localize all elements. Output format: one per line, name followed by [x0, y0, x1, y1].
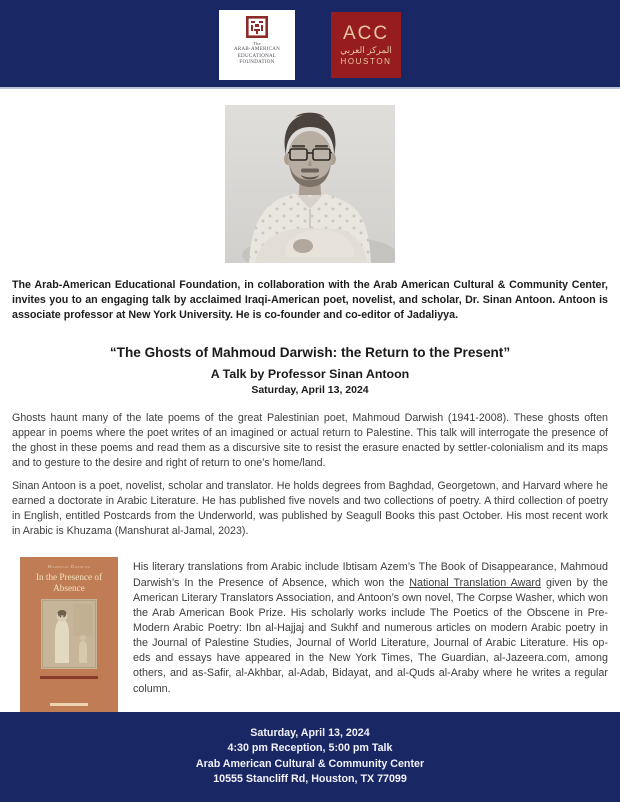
bio-paragraph: Sinan Antoon is a poet, novelist, scholar and translator. He holds degrees from Baghdad, Georgetown, and Harvard where he earned a doctorate in Arabic Literature. He has published five novels and two collections of poetry. A third collection of poetry in English, entitled Postcards from the Underworld, was published by Seagull Books this past October. His most recent work in Arabic is Khuzama (Manshurat al-Jamal, 2023).: [12, 479, 608, 538]
book-cover-author: Mahmoud Darwish: [47, 564, 91, 570]
acc-logo-acronym: ACC: [342, 22, 390, 44]
aaef-logo-text-foundation: FOUNDATION: [239, 60, 275, 65]
book-cover: [20, 557, 118, 715]
translations-text-after-link: given by the American Literary Translators Association, and Antoon’s own novel, The Corpse Washer, which won the Arab American Book Prize. His scholarly works include The Poetics of the Obscene in Pre-Modern Arabic Poetry: Ibn al-Hajjaj and Sukhf and numerous articles on modern Arabic poetry in the Journal of Palestine Studies, Journal of World Literature, Journal of Arabic Literature. His op-eds and essays have appeared in the New York Times, The Guardian, al-Jazeera.com, among others, and as-Safir, al-Akhbar, al-Adab, Bidayat, and al-Quds al-Araby where he writes a regular column.: [133, 576, 608, 695]
aaef-logo-text-the: The: [253, 40, 261, 46]
footer-venue: Arab American Cultural & Community Center: [195, 757, 425, 770]
book-cover-publisher-line: [50, 703, 88, 706]
footer-band: [0, 712, 620, 802]
footer-date: Saturday, April 13, 2024: [250, 727, 370, 739]
book-cover-translator-line: [40, 676, 98, 679]
footer-times: 4:30 pm Reception, 5:00 pm Talk: [227, 742, 393, 755]
event-date: Saturday, April 13, 2024: [251, 383, 369, 396]
event-title: “The Ghosts of Mahmoud Darwish: the Return to the Present”: [109, 344, 511, 360]
book-cover-title: In the Presence of Absence: [35, 572, 103, 594]
translations-paragraph: [133, 560, 608, 715]
event-subtitle: A Talk by Professor Sinan Antoon: [210, 366, 410, 381]
speaker-photo: [225, 105, 395, 268]
intro-paragraph: The Arab-American Educational Foundation, in collaboration with the Arab American Cultural & Community Center, invites you to an engaging talk by acclaimed Iraqi-American poet, novelist, and scholar, Dr. Sinan Antoon. Antoon is associate professor at New York University. He is co-founder and co-editor of Jadaliyya.: [12, 279, 608, 322]
national-translation-award-link[interactable]: National Translation Award: [409, 576, 541, 589]
aaef-seal-icon: [245, 15, 269, 39]
title-block: [12, 345, 608, 396]
acc-houston-logo: [331, 12, 401, 78]
aaef-logo-text-arab-american: ARAB-AMERICAN: [233, 47, 281, 52]
footer-address: 10555 Stancliff Rd, Houston, TX 77099: [213, 772, 407, 785]
header-band: [0, 0, 620, 89]
aaef-logo-text-educational: EDUCATIONAL: [237, 53, 277, 59]
aaef-logo: [219, 10, 295, 80]
speaker-portrait-illustration: [225, 105, 395, 263]
abstract-paragraph: Ghosts haunt many of the late poems of the great Palestinian poet, Mahmoud Darwish (1941-2008). These ghosts often appear in poems where the poet writes of an imagined or actual return to Palestine. This talk will interrogate the presence of the ghost in these poems and read them as a discursive site to resist the erasure enacted by settler-colonialism and its maps and to gesture to the desire and right of return to one’s home/land.: [12, 411, 608, 469]
book-cover-art: [41, 599, 97, 669]
book-section: [20, 557, 608, 715]
acc-logo-arabic-text: المركز العربي: [340, 44, 392, 55]
acc-logo-city: HOUSTON: [340, 56, 392, 66]
translations-text-before-link: His literary translations from Arabic include Ibtisam Azem’s The Book of Disappearance, Mahmoud Darwish’s In the Presence of Absence, which won the: [133, 561, 608, 589]
flyer-body: [0, 105, 620, 715]
